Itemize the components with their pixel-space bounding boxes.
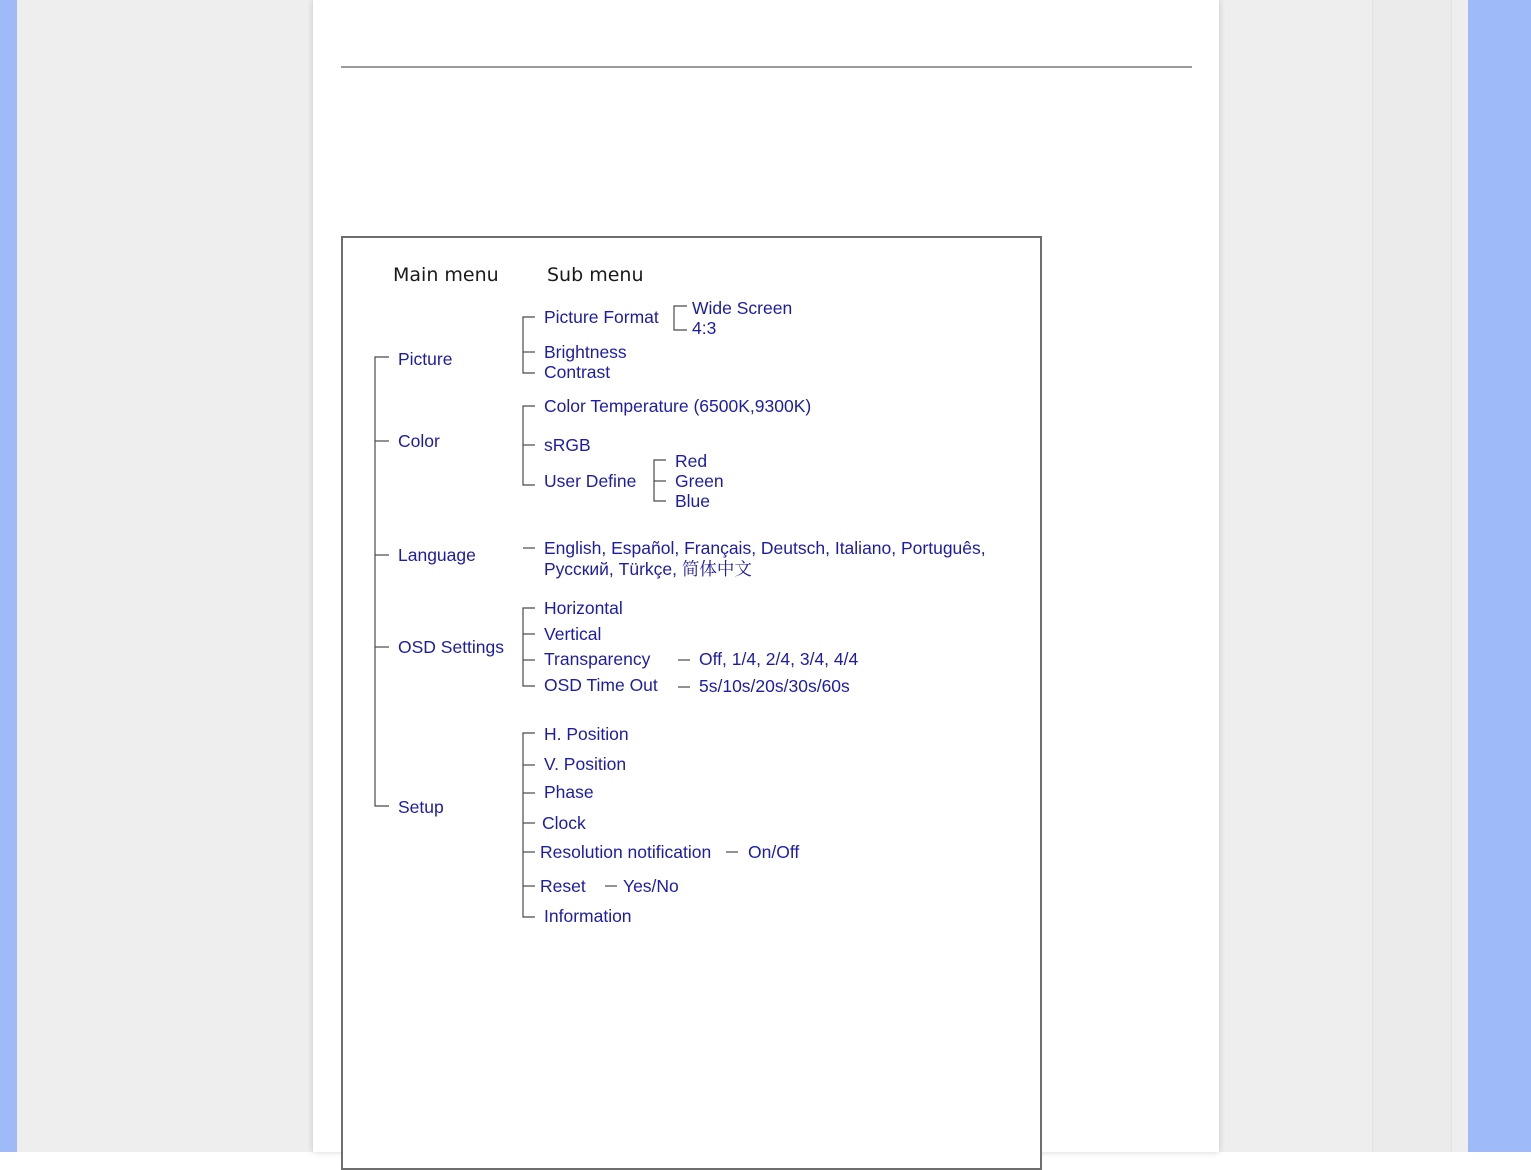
sub-item-phase: Phase (544, 782, 594, 802)
right-side-panel (1372, 0, 1452, 1152)
sub-item-v-position: V. Position (544, 754, 627, 774)
option-green: Green (675, 471, 724, 491)
sub-item-user-define: User Define (544, 471, 637, 491)
main-menu-header: Main menu (393, 264, 499, 286)
sub-item-color-temperature: Color Temperature (6500K,9300K) (544, 396, 812, 416)
main-item-picture: Picture (398, 349, 453, 369)
option-wide-screen: Wide Screen (692, 298, 793, 318)
sub-item-vertical: Vertical (544, 624, 602, 644)
sub-menu-header: Sub menu (547, 264, 644, 286)
sub-item-resolution-notification: Resolution notification (540, 842, 712, 862)
sub-item-srgb: sRGB (544, 435, 591, 455)
osd-time-out-options: 5s/10s/20s/30s/60s (699, 676, 850, 696)
sub-item-reset: Reset (540, 876, 586, 896)
language-list-line-2: Русский, Türkçe, 简体中文 (544, 559, 752, 579)
transparency-options: Off, 1/4, 2/4, 3/4, 4/4 (699, 649, 859, 669)
tree-connector-lines (343, 238, 1040, 1168)
sub-item-picture-format: Picture Format (544, 307, 659, 327)
main-item-language: Language (398, 545, 476, 565)
main-item-osd-settings: OSD Settings (398, 637, 505, 657)
resolution-notification-options: On/Off (748, 842, 800, 862)
sub-item-osd-time-out: OSD Time Out (544, 675, 658, 695)
horizontal-rule (341, 66, 1192, 68)
option-red: Red (675, 451, 708, 471)
main-item-setup: Setup (398, 797, 444, 817)
sub-item-transparency: Transparency (544, 649, 651, 669)
sub-item-horizontal: Horizontal (544, 598, 623, 618)
sub-item-h-position: H. Position (544, 724, 629, 744)
option-blue: Blue (675, 491, 711, 511)
sub-item-brightness: Brightness (544, 342, 627, 362)
sub-item-clock: Clock (542, 813, 586, 833)
sub-item-contrast: Contrast (544, 362, 611, 382)
document-page (313, 0, 1219, 1152)
option-4-3: 4:3 (692, 318, 717, 338)
reset-options: Yes/No (623, 876, 679, 896)
osd-menu-tree-diagram (341, 236, 1042, 1170)
main-item-color: Color (398, 431, 440, 451)
language-list-line-1: English, Español, Français, Deutsch, Italiano, Português, (544, 538, 986, 558)
sub-item-information: Information (544, 906, 632, 926)
